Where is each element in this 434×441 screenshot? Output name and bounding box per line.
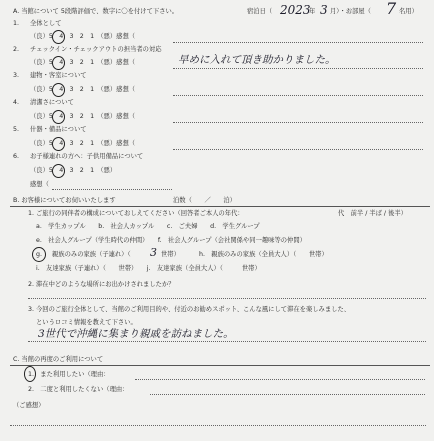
q6-scale: （良）5 4 3 2 1 （悪） (30, 167, 117, 174)
q2-comment-line (173, 68, 423, 69)
q5-comment-line (173, 149, 423, 150)
q5-selected-circle (52, 137, 65, 151)
b-option-g-suffix: 世帯） (161, 251, 180, 258)
b-options-row2: e. 社会人グループ（学生時代の仲間） f. 社会人グループ（会社関係や同一趣味等の仲間） (36, 237, 306, 244)
b-options-row4: i. 友達家族（子連れ）（ 世帯） j. 友達家族（全員大人）（ 世帯） (36, 265, 261, 272)
q1-number: 1. (13, 20, 20, 27)
q3-number: 3. (13, 72, 20, 79)
q6-comment-label: 感想（ (30, 181, 49, 188)
c-option1-reason-line (135, 379, 425, 380)
stay-month: 3 (320, 3, 328, 17)
b-q3-line1: 3. 今回のご旅行全体として、当館のご利用目的や、付近のお勧めスポット、こんな風にして滞在を楽しみました、 (28, 306, 351, 313)
q5-number: 5. (13, 126, 20, 133)
q1-comment-line (173, 42, 423, 43)
b-options-row1: a. 学生カップル b. 社会人カップル c. ご夫婦 d. 学生グループ (36, 223, 260, 230)
c-option1-selected-circle (24, 366, 36, 382)
section-b-title: B. お客様についてお伺いいたします (13, 197, 116, 204)
stay-month-suffix: 月）・お部屋（ (330, 8, 371, 15)
q6-number: 6. (13, 153, 20, 160)
q3-label: 建物・客室について (30, 72, 87, 79)
nights-label: 泊数（ ／ 泊） (173, 197, 236, 204)
b-q3-answer: 3世代で沖縄に集まり親戚を訪ねました。 (38, 328, 234, 340)
section-c-rule (10, 365, 430, 366)
b-q1-age: 代 前半 / 半ば / 後半） (338, 210, 407, 217)
q3-comment-line (173, 95, 423, 96)
c-option1: 1. また利用したい（理由： (28, 371, 110, 378)
stay-room-suffix: 名用） (399, 8, 418, 15)
q1-label: 全体として (30, 20, 62, 27)
q2-scale: （良）5 4 3 2 1 （悪）感想（ (30, 59, 136, 66)
q6-label: お子様連れの方へ：子供用備品について (30, 153, 144, 160)
c-comment-label: （ご感想） (13, 402, 45, 409)
q3-selected-circle (52, 83, 65, 97)
stay-year-suffix: 年 (309, 8, 316, 15)
section-c-title: C. 当館の再度のご利用について (13, 356, 104, 363)
q5-scale: （良）5 4 3 2 1 （悪）感想（ (30, 140, 136, 147)
b-option-g-text: 親族のみの家族（子連れ）（ (52, 251, 131, 258)
q2-comment: 早めに入れて頂き助かりました。 (178, 54, 336, 66)
q2-selected-circle (52, 56, 65, 70)
b-q3-answer-line (28, 341, 426, 342)
q3-scale: （良）5 4 3 2 1 （悪）感想（ (30, 86, 136, 93)
q4-label: 清潔さについて (30, 99, 74, 106)
b-option-h: h. 親族のみの家族（全員大人）（ 世帯） (199, 251, 328, 258)
b-q2: 2. 滞在中どのような場所にお出かけされましたか？ (28, 281, 175, 288)
q4-number: 4. (13, 99, 20, 106)
q1-selected-circle (52, 30, 65, 44)
q6-comment-line (52, 189, 172, 190)
q4-comment-line (173, 122, 423, 123)
b-q3-line2: というロコミ情報を教えて下さい。 (36, 319, 137, 326)
b-q1: 1. ご旅行の同伴者の構成についておしえてください（回答者ご本人の年代： (28, 210, 244, 217)
option-g-selected-circle (32, 247, 46, 262)
q4-scale: （良）5 4 3 2 1 （悪）感想（ (30, 113, 136, 120)
section-a-title: A. 当館について 5段階評価で、数字に〇を付けて下さい。 (13, 8, 179, 15)
section-b-rule (10, 206, 430, 207)
q1-scale: （良）5 4 3 2 1 （悪）感想（ (30, 33, 136, 40)
q2-number: 2. (13, 46, 20, 53)
q4-selected-circle (52, 110, 65, 124)
stay-year: 2023 (280, 3, 311, 17)
q5-label: 什器・備品について (30, 126, 87, 133)
stay-label: 宿泊日（ (247, 8, 273, 15)
b-option-g-letter: g. (36, 251, 42, 258)
c-option2-reason-line (150, 394, 425, 395)
q6-selected-circle (52, 164, 65, 178)
q2-label: チェックイン・チェックアウトの担当者の対応 (30, 46, 162, 53)
b-q2-answer-line (28, 298, 426, 299)
b-option-g-value: 3 (150, 246, 157, 259)
c-comment-line (10, 425, 426, 426)
stay-room: 7 (386, 0, 397, 18)
c-option2: 2. 二度と利用したくない（理由： (28, 386, 129, 393)
